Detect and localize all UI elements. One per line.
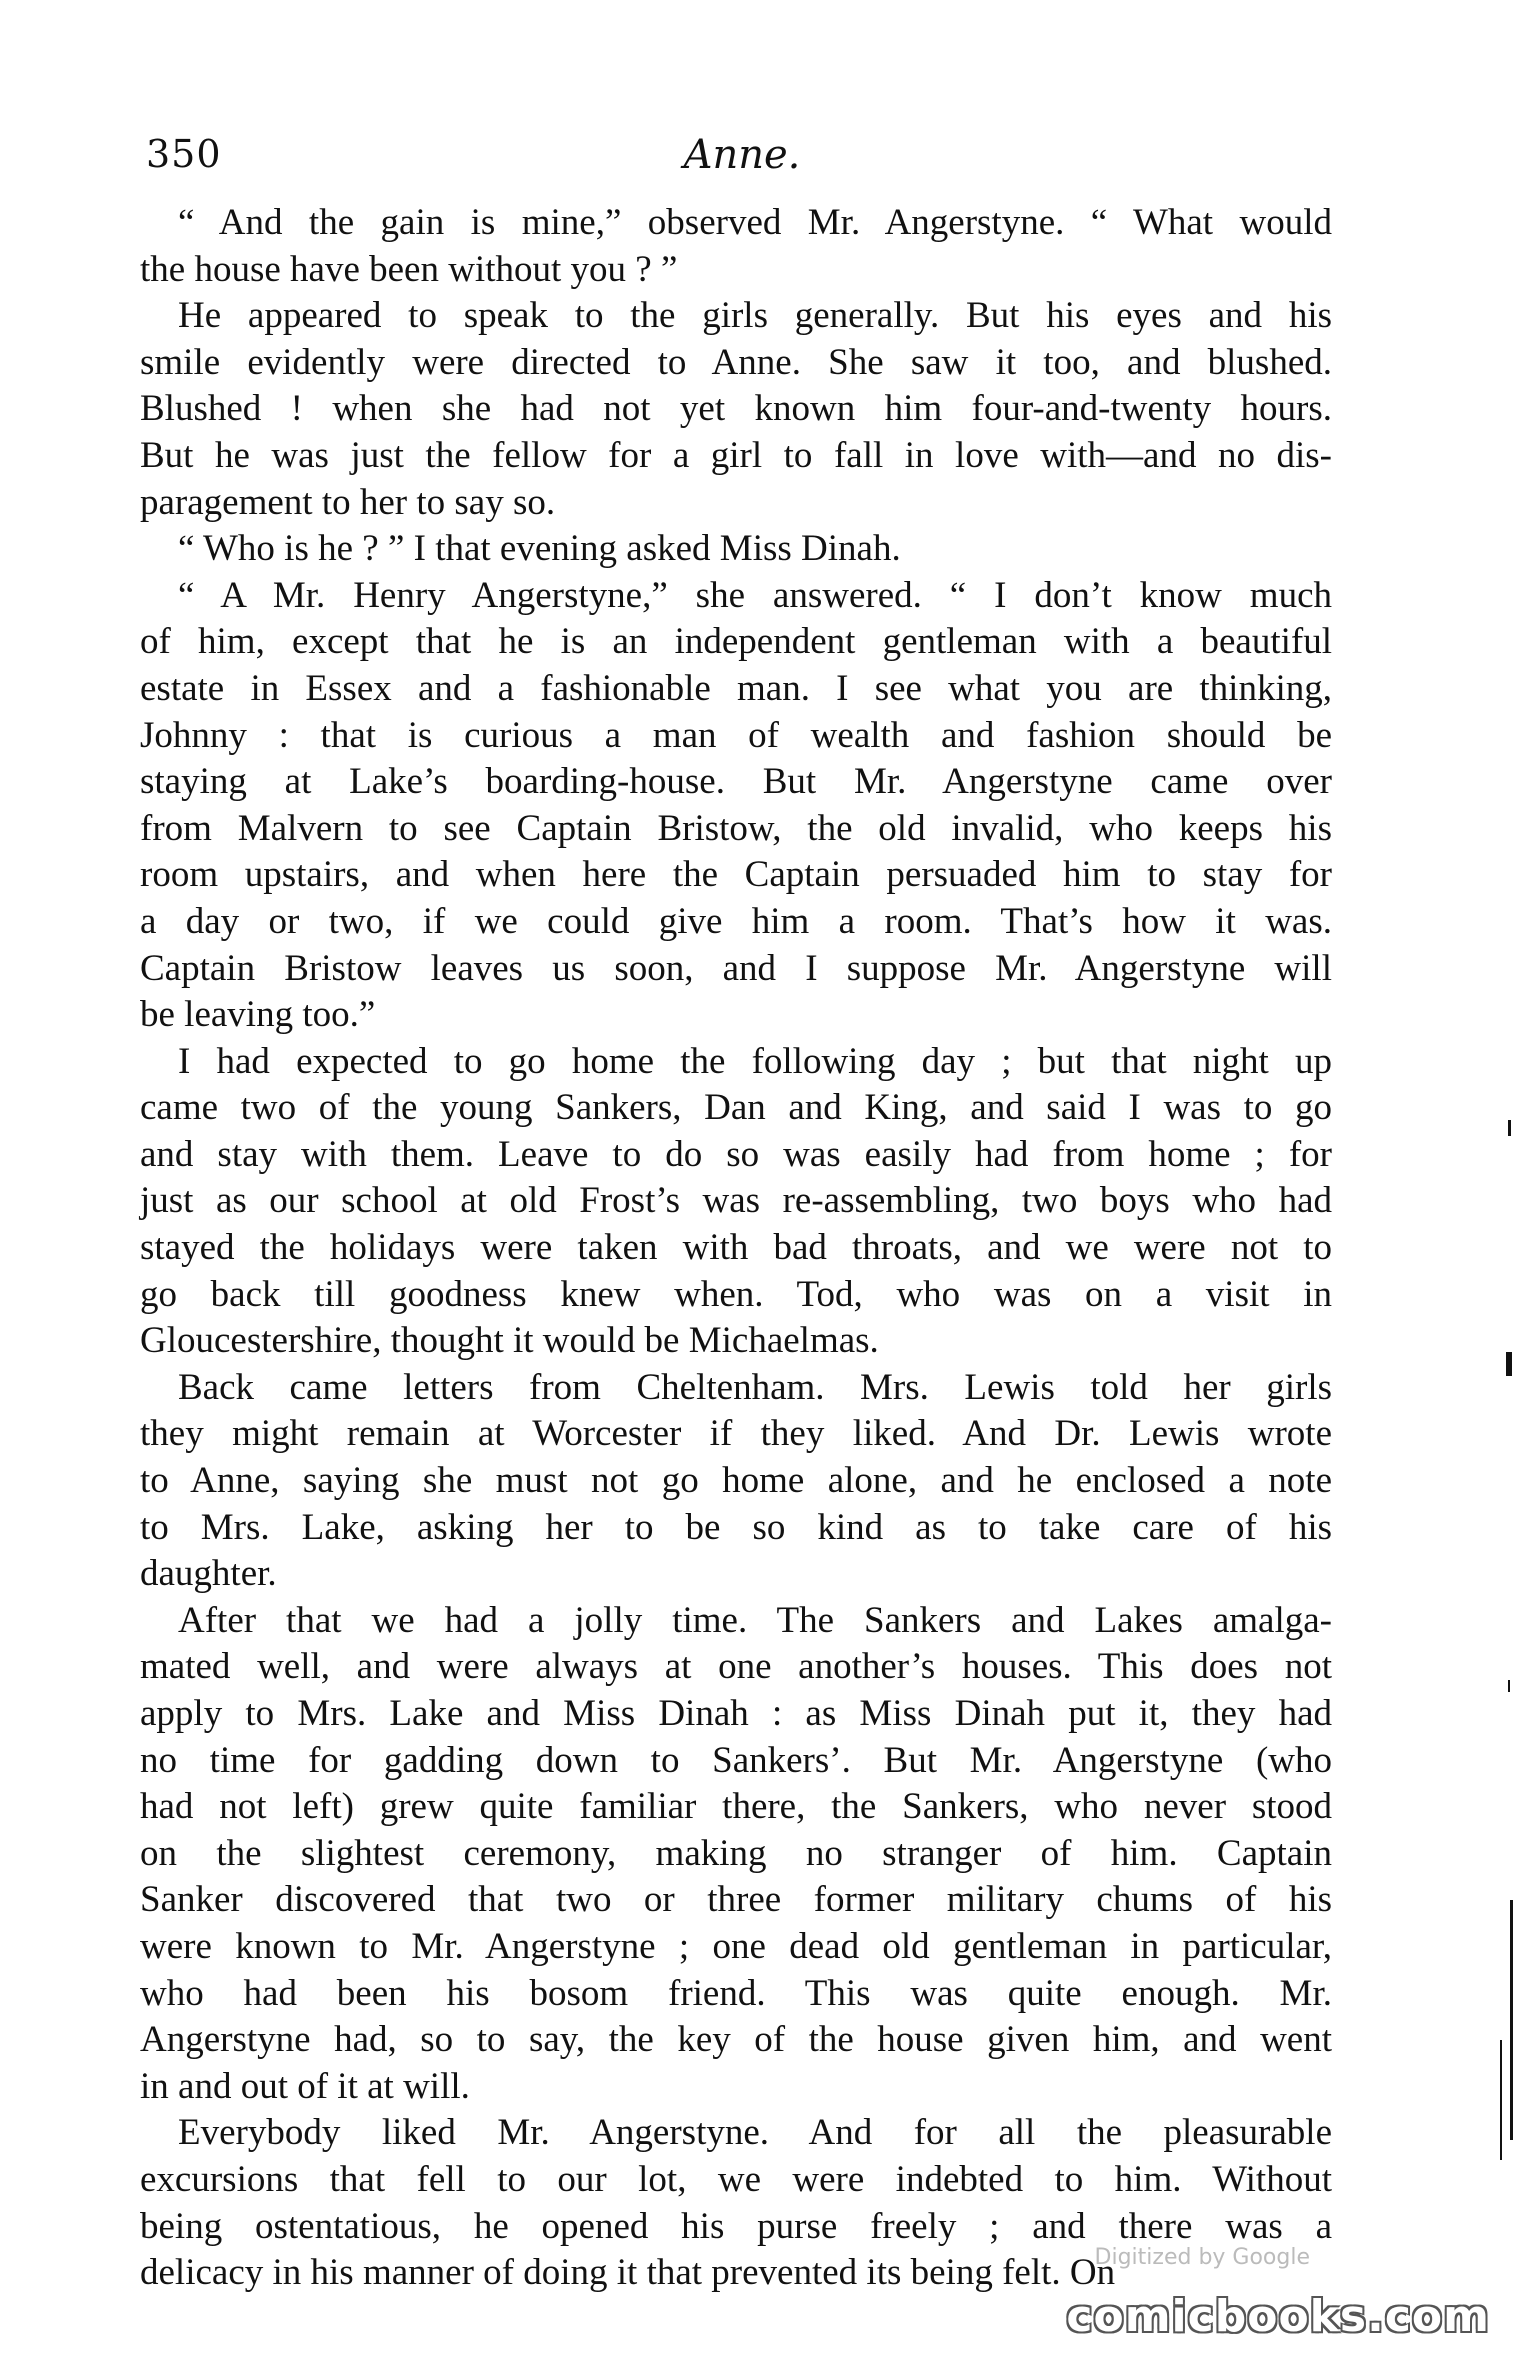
text-line: paragement to her to say so. [140, 481, 556, 523]
text-line: the house have been without you ? ” [140, 248, 678, 290]
text-line: being ostentatious, he opened his purse freely ; and there was a [140, 2205, 1332, 2247]
page-number: 350 [146, 132, 222, 176]
text-line: But he was just the fellow for a girl to fall in love with—and no dis- [140, 434, 1332, 476]
text-line: delicacy in his manner of doing it that prevented its being felt. On [140, 2252, 1116, 2294]
margin-mark [1508, 1680, 1510, 1692]
text-line: on the slightest ceremony, making no stranger of him. Captain [140, 1832, 1332, 1874]
text-line: had not left) grew quite familiar there, the Sankers, who never stood [140, 1786, 1332, 1828]
text-line: were known to Mr. Angerstyne ; one dead old gentleman in particular, [140, 1925, 1332, 1967]
text-line: came two of the young Sankers, Dan and King, and said I was to go [140, 1087, 1332, 1129]
text-line: staying at Lake’s boarding-house. But Mr. Angerstyne came over [140, 761, 1332, 803]
paragraph [140, 1365, 1332, 1598]
text-line: be leaving too.” [140, 994, 376, 1036]
running-title: Anne. [683, 132, 801, 178]
paragraph [140, 526, 1332, 573]
paragraph [140, 200, 1332, 293]
text-line: Captain Bristow leaves us soon, and I suppose Mr. Angerstyne will [140, 947, 1332, 989]
page-header [146, 132, 1338, 192]
text-line: smile evidently were directed to Anne. She saw it too, and blushed. [140, 341, 1332, 383]
text-line: “ And the gain is mine,” observed Mr. Angerstyne. “ What would [178, 202, 1332, 243]
text-line: Gloucestershire, thought it would be Michaelmas. [140, 1320, 879, 1362]
text-line: who had been his bosom friend. This was quite enough. Mr. [140, 1972, 1332, 2014]
text-line: they might remain at Worcester if they liked. And Dr. Lewis wrote [140, 1413, 1332, 1455]
text-line: apply to Mrs. Lake and Miss Dinah : as Miss Dinah put it, they had [140, 1693, 1332, 1734]
text-line: mated well, and were always at one another’s houses. This does not [140, 1646, 1332, 1688]
text-line: go back till goodness knew when. Tod, who was on a visit in [140, 1273, 1332, 1315]
text-line: daughter. [140, 1553, 277, 1595]
margin-mark [1508, 1120, 1511, 1136]
text-line: to Anne, saying she must not go home alone, and he enclosed a note [140, 1460, 1332, 1502]
paragraph [140, 293, 1332, 526]
text-line: in and out of it at will. [140, 2065, 470, 2107]
paragraph [140, 573, 1332, 1039]
text-line: stayed the holidays were taken with bad throats, and we were not to [140, 1227, 1332, 1269]
text-line: Johnny : that is curious a man of wealth and fashion should be [140, 714, 1332, 756]
text-line: room upstairs, and when here the Captain persuaded him to stay for [140, 854, 1332, 896]
text-line: estate in Essex and a fashionable man. I see what you are thinking, [140, 667, 1332, 709]
text-line: Everybody liked Mr. Angerstyne. And for all the pleasurable [178, 2112, 1332, 2154]
text-line: He appeared to speak to the girls generally. But his eyes and his [178, 295, 1332, 337]
text-line: “ Who is he ? ” I that evening asked Miss Dinah. [178, 528, 901, 570]
text-line: After that we had a jolly time. The Sankers and Lakes amalga- [178, 1599, 1332, 1641]
body-text [140, 200, 1332, 2297]
text-line: and stay with them. Leave to do so was easily had from home ; for [140, 1133, 1332, 1175]
text-line: Back came letters from Cheltenham. Mrs. Lewis told her girls [178, 1366, 1332, 1408]
text-line: a day or two, if we could give him a room. That’s how it was. [140, 900, 1332, 942]
text-line: Blushed ! when she had not yet known him four-and-twenty hours. [140, 388, 1332, 430]
text-line: Sanker discovered that two or three former military chums of his [140, 1879, 1332, 1921]
paragraph [140, 1598, 1332, 2111]
text-line: from Malvern to see Captain Bristow, the old invalid, who keeps his [140, 807, 1332, 849]
margin-mark [1510, 1900, 1513, 2140]
text-line: Angerstyne had, so to say, the key of the house given him, and went [140, 2019, 1332, 2061]
text-line: to Mrs. Lake, asking her to be so kind as to take care of his [140, 1506, 1332, 1548]
margin-mark [1500, 2040, 1502, 2160]
text-line: “ A Mr. Henry Angerstyne,” she answered. “ I don’t know much [178, 574, 1332, 616]
text-line: excursions that fell to our lot, we were indebted to him. Without [140, 2158, 1332, 2200]
margin-mark [1506, 1352, 1512, 1376]
text-line: just as our school at old Frost’s was re-assembling, two boys who had [140, 1180, 1332, 1222]
paragraph [140, 1039, 1332, 1365]
text-line: of him, except that he is an independent gentleman with a beautiful [140, 621, 1332, 663]
text-line: I had expected to go home the following day ; but that night up [178, 1040, 1332, 1082]
digitized-note: Digitized by Google [1094, 2245, 1310, 2270]
watermark: comicbooks.com [1066, 2291, 1490, 2342]
text-line: no time for gadding down to Sankers’. But Mr. Angerstyne (who [140, 1739, 1332, 1781]
